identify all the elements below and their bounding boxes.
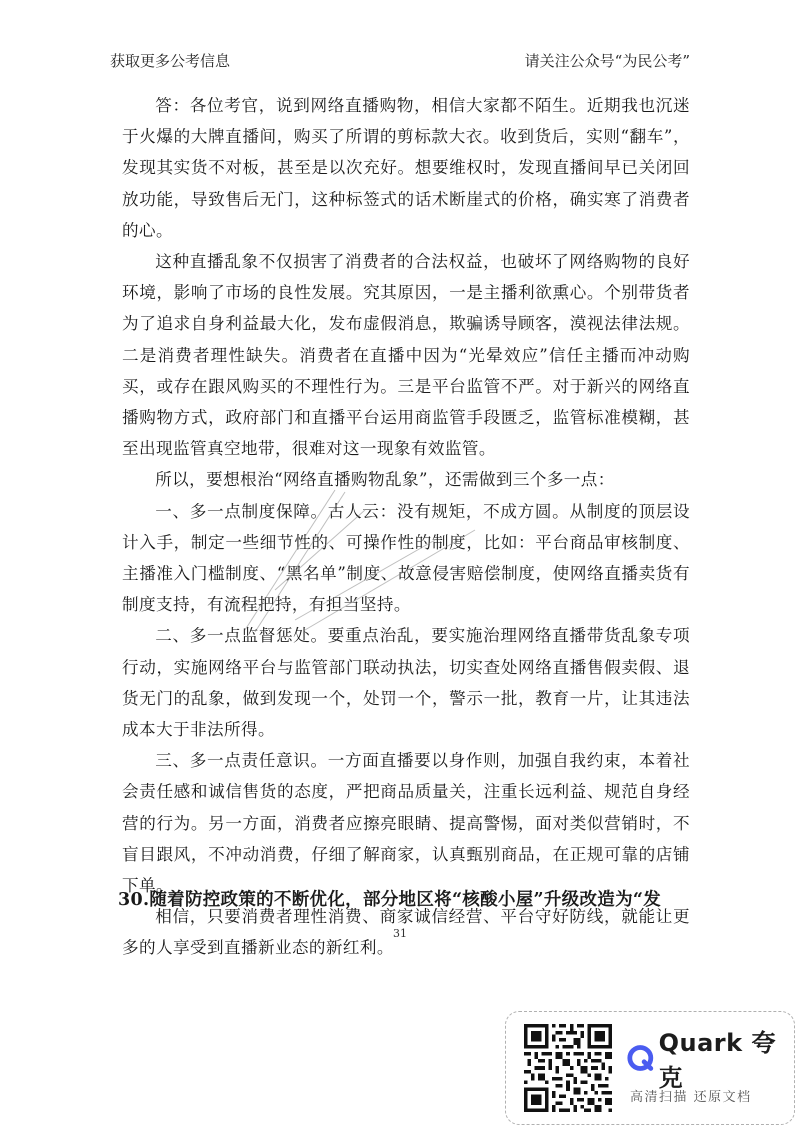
page-number: 31: [393, 927, 407, 940]
quark-brand-name: Quark 夸克: [658, 1029, 776, 1092]
paragraph-point-two: 二、多一点监督惩处。要重点治乱，要实施治理网络直播带货乱象专项行动，实施网络平台与监管部门联动执法，切实查处网络直播售假卖假、退货无门的乱象，做到发现一个，处罚一个，警示一批，教育一片，让其违法成本大于非法所得。: [122, 626, 690, 740]
paragraph-point-three: 三、多一点责任意识。一方面直播要以身作则，加强自我约束，本着社会责任感和诚信售货的态度，严把商品质量关，注重长远利益、规范自身经营的行为。另一方面，消费者应擦亮眼睛、提高警惕，面对类似营销时，不盲目跟风，不冲动消费，仔细了解商家，认真甄别商品，在正规可靠的店铺下单。: [122, 751, 690, 896]
header-right-text: 请关注公众号“为民公考”: [524, 52, 690, 70]
paragraph-intro: 答：各位考官，说到网络直播购物，相信大家都不陌生。近期我也沉迷于火爆的大牌直播间，购买了所谓的剪标款大衣。收到货后，实则“翻车”，发现其实货不对板，甚至是以次充好。想要维权时，发现直播间早已关闭回放功能，导致售后无门，这种标签式的话术断崖式的价格，确实寒了消费者的心。: [122, 96, 690, 240]
answer-body: [122, 90, 690, 964]
page-header: [110, 50, 690, 74]
quark-logo-row: [626, 1029, 794, 1092]
quark-scan-badge[interactable]: [505, 1011, 795, 1125]
paragraph-causes: 这种直播乱象不仅损害了消费者的合法权益，也破坏了网络购物的良好环境，影响了市场的良性发展。究其原因，一是主播利欲熏心。个别带货者为了追求自身利益最大化，发布虚假消息，欺骗诱导顾客，漠视法律法规。二是消费者理性缺失。消费者在直播中因为“光晕效应”信任主播而冲动购买，或存在跟风购买的不理性行为。三是平台监管不严。对于新兴的网络直播购物方式，政府部门和直播平台运用商监管手段匮乏，监管标准模糊，甚至出现监管真空地带，很难对这一现象有效监管。: [122, 252, 690, 459]
question-30: 30.随着防控政策的不断优化，部分地区将“核酸小屋”升级改造为“发: [118, 890, 662, 910]
paragraph-transition: 所以，要想根治“网络直播购物乱象”，还需做到三个多一点：: [155, 470, 615, 490]
quark-logo-icon: [626, 1043, 655, 1073]
paragraph-point-one: 一、多一点制度保障。古人云：没有规矩，不成方圆。从制度的顶层设计入手，制定一些细节性的、可操作性的制度，比如：平台商品审核制度、主播准入门槛制度、“黑名单”制度、故意侵害赔偿制度，使网络直播卖货有制度支持，有流程把持，有担当坚持。: [122, 501, 690, 615]
paragraph-conclusion: 相信，只要消费者理性消费、商家诚信经营、平台守好防线，就能让更多的人享受到直播新业态的新红利。: [122, 907, 690, 958]
qr-code-icon: [524, 1024, 612, 1112]
quark-tagline: 高清扫描 还原文档: [630, 1090, 752, 1105]
header-left-text: 获取更多公考信息: [110, 52, 231, 70]
